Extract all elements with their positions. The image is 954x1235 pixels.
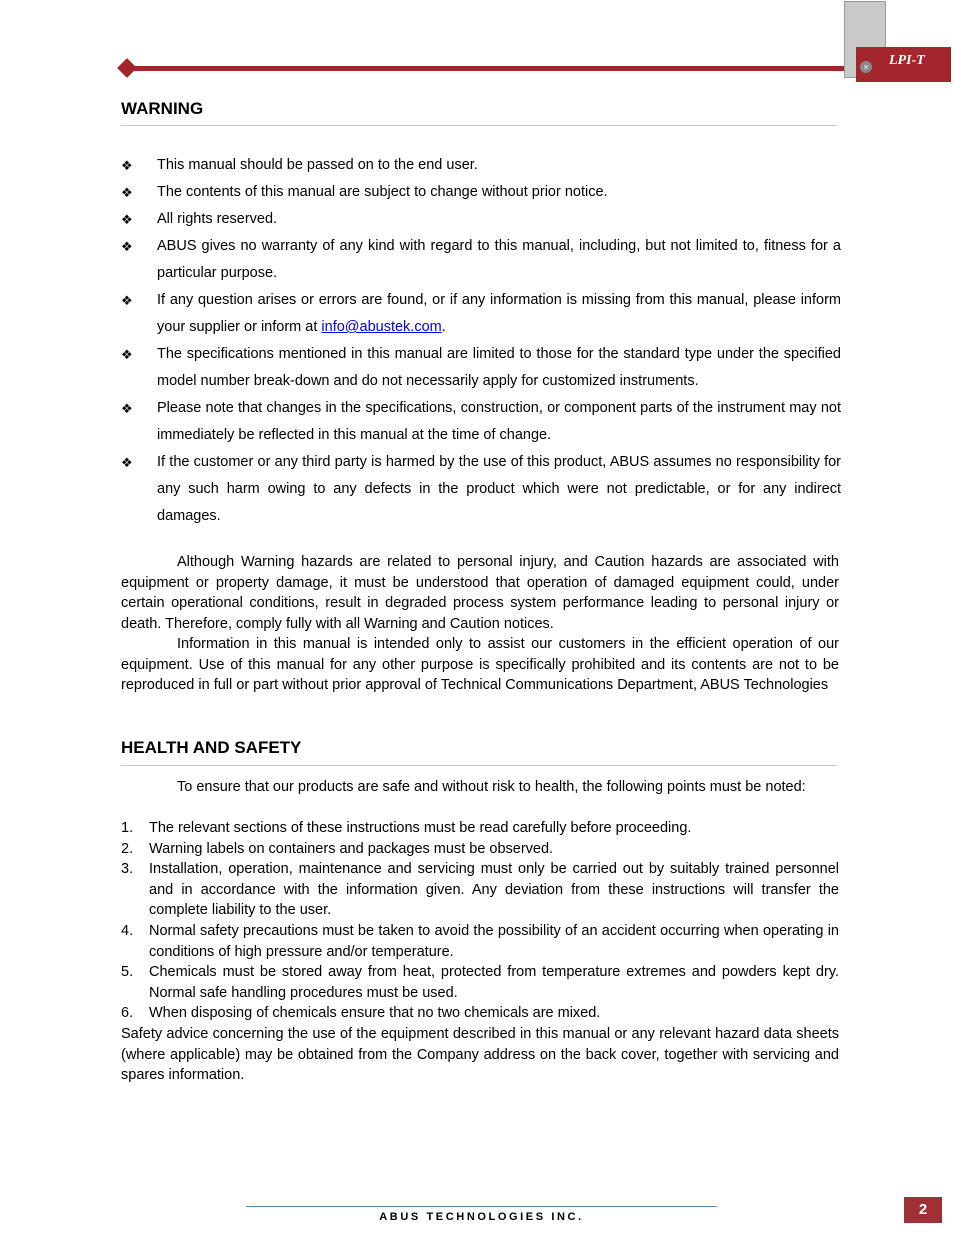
header-tab-label: LPI-T <box>889 53 925 68</box>
list-item: ❖ ABUS gives no warranty of any kind with regard to this manual, including, but not limited to, fitness for a particular purpose. <box>121 233 841 287</box>
bullet-icon: ❖ <box>121 239 133 254</box>
header-diamond <box>117 58 137 78</box>
warning-paragraph-1: Although Warning hazards are related to personal injury, and Caution hazards are associated with equipment or property damage, it must be understood that operation of damaged equipment could, under certain operational conditions, result in degraded process system performance leading to personal injury or death. Therefore, comply fully with all Warning and Caution notices. <box>121 554 839 632</box>
warning-title-rule <box>121 125 837 126</box>
list-item: ❖ If any question arises or errors are found, or if any information is missing from this manual, please inform your supplier or inform at info@abustek.com. <box>121 287 841 341</box>
health-numbered-list <box>121 818 839 1024</box>
close-circle-icon: × <box>860 61 872 73</box>
warning-bullet-list <box>121 152 841 530</box>
list-item: 2. Warning labels on containers and packages must be observed. <box>121 840 554 857</box>
list-item: ❖ This manual should be passed on to the end user. <box>121 152 841 179</box>
health-title: HEALTH AND SAFETY <box>121 738 302 757</box>
warning-paragraph-2: Information in this manual is intended only to assist our customers in the efficient operation of our equipment. Use of this manual for any other purpose is specifically prohibited and its contents are not to be reproduced in full or part without prior approval of Technical Communications Department, ABUS Technologies <box>121 636 839 694</box>
list-item: 6. When disposing of chemicals ensure that no two chemicals are mixed. <box>121 1005 601 1022</box>
bullet-icon: ❖ <box>121 158 133 173</box>
list-item: ❖ Please note that changes in the specifications, construction, or component parts of the instrument may not immediately be reflected in this manual at the time of change. <box>121 395 841 449</box>
list-item: 4. Normal safety precautions must be taken to avoid the possibility of an accident occurring when operating in conditions of high pressure and/or temperature. <box>121 922 839 960</box>
bullet-icon: ❖ <box>121 347 133 362</box>
email-link[interactable]: info@abustek.com <box>321 319 442 335</box>
list-item: ❖ The specifications mentioned in this manual are limited to those for the standard type under the specified model number break-down and do not necessarily apply for customized instruments. <box>121 341 841 395</box>
bullet-icon: ❖ <box>121 455 133 470</box>
list-item: ❖ The contents of this manual are subject to change without prior notice. <box>121 179 841 206</box>
health-title-rule <box>121 765 837 766</box>
health-closing: Safety advice concerning the use of the equipment described in this manual or any relevant hazard data sheets (where applicable) may be obtained from the Company address on the back cover, together with servicing and spares information. <box>121 1026 839 1084</box>
header-rule <box>128 66 844 71</box>
list-item: 5. Chemicals must be stored away from heat, protected from temperature extremes and powders kept dry. Normal safe handling procedures must be used. <box>121 964 839 1001</box>
list-item: 1. The relevant sections of these instructions must be read carefully before proceeding. <box>121 820 692 836</box>
health-intro: To ensure that our products are safe and without risk to health, the following points must be noted: <box>177 779 806 795</box>
page-number: 2 <box>904 1197 942 1223</box>
bullet-icon: ❖ <box>121 293 133 308</box>
bullet-icon: ❖ <box>121 185 133 200</box>
bullet-icon: ❖ <box>121 212 133 227</box>
bullet-icon: ❖ <box>121 401 133 416</box>
list-item: ❖ If the customer or any third party is harmed by the use of this product, ABUS assumes no responsibility for any such harm owing to any defects in the product which were not predictable, or for any indirect damages. <box>121 449 841 530</box>
footer-rule <box>246 1206 717 1207</box>
footer-company: ABUS TECHNOLOGIES INC. <box>379 1211 584 1223</box>
list-item: 3. Installation, operation, maintenance and servicing must only be carried out by suitably trained personnel and in accordance with the information given. Any deviation from these instructions will transfer the complete liability to the user. <box>121 861 839 919</box>
warning-title: WARNING <box>121 99 204 118</box>
list-item: ❖ All rights reserved. <box>121 206 841 233</box>
